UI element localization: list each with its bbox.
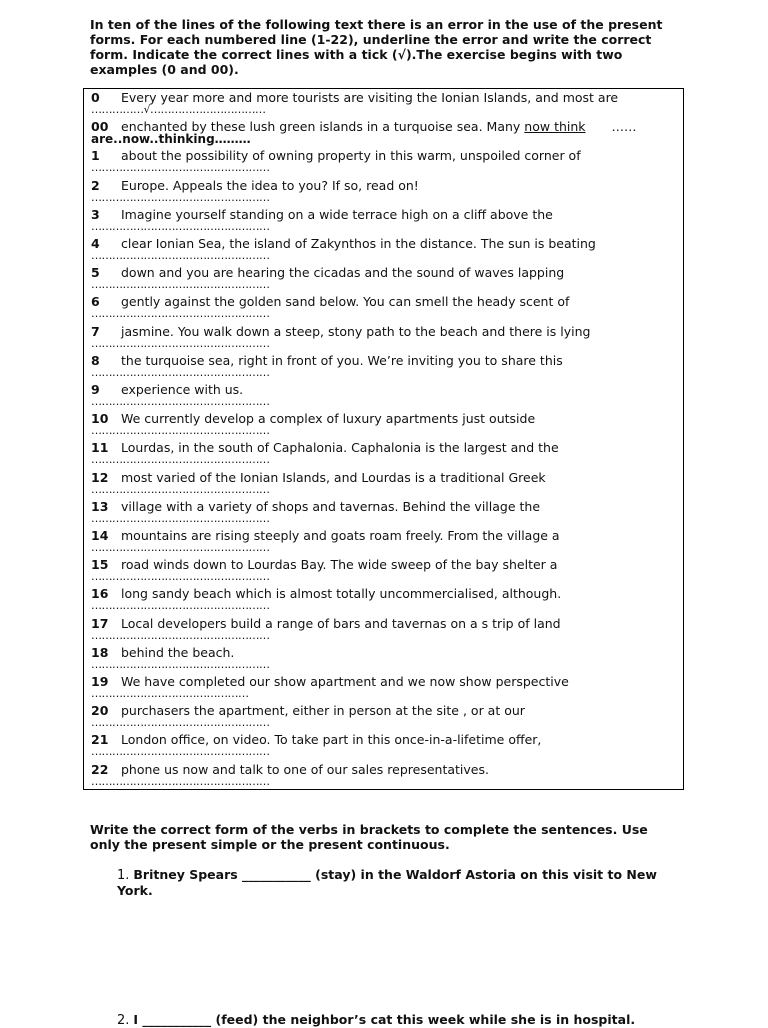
line-number: 0: [91, 90, 100, 105]
line-number: 19: [91, 674, 109, 689]
answer-line: ……………………………………………: [91, 570, 270, 584]
line-number: 9: [91, 382, 100, 397]
text-line: [91, 558, 677, 587]
line-sentence: Lourdas, in the south of Caphalonia. Caphalonia is the largest and the: [121, 440, 559, 456]
text-line: [91, 441, 677, 470]
line-sentence: gently against the golden sand below. You can smell the heady scent of: [121, 294, 570, 310]
line-number: 16: [91, 586, 109, 602]
line-sentence: down and you are hearing the cicadas and the sound of waves lapping: [121, 265, 565, 281]
question-number: 2.: [117, 1013, 130, 1028]
answer-line: ………………………………………: [91, 687, 249, 700]
text-line: [91, 617, 677, 646]
text-line: [91, 733, 677, 762]
line-sentence: village with a variety of shops and tavernas. Behind the village the: [121, 498, 541, 514]
line-number: 10: [91, 411, 109, 427]
line-number: 15: [91, 557, 109, 573]
answer-line: ……………………………………………: [91, 190, 270, 204]
line-sentence: about the possibility of owning property in this warm, unspoiled corner of: [121, 148, 581, 164]
text-line: [91, 237, 677, 266]
question-1: [117, 867, 677, 898]
answer-line: ……………………………………………: [91, 336, 270, 350]
answer-line: ……………………………………………: [91, 599, 270, 613]
answer-line: ……………………………………………: [91, 219, 270, 233]
text-line: [91, 500, 677, 529]
answer-line: [91, 133, 251, 146]
answer-line: ……………………………………………: [91, 424, 270, 438]
line-number: 3: [91, 206, 100, 222]
answer-line: ……………………………………………: [91, 511, 270, 525]
line-number: 7: [91, 323, 100, 339]
text-line: [91, 120, 677, 149]
answer-line: ……………………………………………: [91, 365, 270, 379]
answer-line: ……………………………………………: [91, 307, 270, 321]
line-number: 22: [91, 761, 109, 777]
line-number: 18: [91, 644, 109, 660]
text-line: [91, 208, 677, 237]
trailing-dots: ……: [607, 119, 637, 135]
line-sentence: Europe. Appeals the idea to you? If so, read on!: [121, 177, 419, 193]
text-line: [91, 354, 677, 383]
line-number: 5: [91, 265, 100, 281]
question-number: 1.: [117, 868, 130, 883]
answer-line: ……………………………………………: [91, 628, 270, 642]
line-sentence: Local developers build a range of bars and tavernas on a s trip of land: [121, 615, 561, 631]
answer-line: ……………………………………………: [91, 541, 270, 554]
line-sentence: Imagine yourself standing on a wide terrace high on a cliff above the: [121, 206, 553, 222]
answer-line: ……………………………………………: [91, 278, 270, 292]
text-line: [91, 149, 677, 178]
answer-line: ……………………………………………: [91, 657, 270, 671]
answer-line: ……………………………………………: [91, 774, 270, 788]
text-line: [91, 587, 677, 616]
line-sentence: purchasers the apartment, either in person at the site , or at our: [121, 703, 525, 719]
line-number: 2: [91, 177, 100, 193]
question-text: I ___________ (feed) the neighbor’s cat this week while she is in hospital.: [133, 1012, 636, 1027]
exercise-instructions: In ten of the lines of the following text there is an error in the use of the present forms. For each numbered line (1-22), underline the error and write the correct form. Indicate the correct lines with a tick (√).The exercise begins with two examples (0 and 00).: [90, 17, 663, 77]
line-number: 4: [91, 236, 100, 251]
line-number: 20: [91, 703, 109, 719]
example-answer: are..now..thinking………: [91, 132, 251, 147]
text-line: [91, 529, 677, 558]
text-line: [91, 295, 677, 324]
line-number: 11: [91, 440, 109, 456]
answer-line: ……………………………………………: [91, 453, 270, 467]
line-number: 12: [91, 469, 109, 485]
answer-line: ……………√……………………………: [91, 103, 266, 116]
line-sentence: most varied of the Ionian Islands, and Lourdas is a traditional Greek: [121, 469, 546, 485]
text-line: [91, 325, 677, 354]
line-sentence: Every year more and more tourists are visiting the Ionian Islands, and most are: [121, 90, 619, 105]
line-sentence: experience with us.: [121, 382, 244, 397]
question-2: [117, 1012, 677, 1028]
line-sentence: We currently develop a complex of luxury apartments just outside: [121, 411, 536, 427]
answer-line: ……………………………………………: [91, 482, 270, 496]
text-box: [83, 88, 684, 790]
answer-line: ……………………………………………: [91, 161, 270, 175]
text-line: [91, 704, 677, 733]
line-number: 21: [91, 732, 109, 748]
line-number: 6: [91, 294, 100, 310]
text-line: [91, 646, 677, 675]
text-line: [91, 471, 677, 500]
section2-instructions: Write the correct form of the verbs in brackets to complete the sentences. Use only the present simple or the present continuous.: [90, 822, 648, 852]
line-sentence: phone us now and talk to one of our sales representatives.: [121, 761, 489, 777]
text-line: [91, 91, 677, 120]
text-line: [91, 412, 677, 441]
underlined-error: now think: [524, 119, 586, 135]
line-sentence: clear Ionian Sea, the island of Zakynthos in the distance. The sun is beating: [121, 236, 596, 251]
line-sentence: long sandy beach which is almost totally uncommercialised, although.: [121, 586, 562, 602]
answer-line: ……………………………………………: [91, 395, 270, 408]
line-sentence: behind the beach.: [121, 644, 235, 660]
line-sentence: We have completed our show apartment and we now show perspective: [121, 674, 569, 689]
text-line: [91, 675, 677, 704]
line-sentence: jasmine. You walk down a steep, stony path to the beach and there is lying: [121, 323, 591, 339]
text-line: [91, 383, 677, 412]
line-number: 13: [91, 498, 109, 514]
answer-line: ……………………………………………: [91, 249, 270, 262]
line-sentence: mountains are rising steeply and goats roam freely. From the village a: [121, 528, 560, 543]
line-sentence: the turquoise sea, right in front of you. We’re inviting you to share this: [121, 352, 563, 368]
line-sentence: London office, on video. To take part in this once-in-a-lifetime offer,: [121, 732, 542, 748]
line-number: 8: [91, 352, 100, 368]
line-number: 14: [91, 528, 109, 543]
text-line: [91, 763, 677, 792]
answer-line: ……………………………………………: [91, 716, 270, 730]
text-line: [91, 266, 677, 295]
line-number: 17: [91, 615, 109, 631]
text-line: [91, 179, 677, 208]
line-sentence: enchanted by these lush green islands in a turquoise sea. Many: [121, 119, 521, 135]
line-number: 00: [91, 119, 109, 135]
line-sentence: road winds down to Lourdas Bay. The wide sweep of the bay shelter a: [121, 557, 558, 573]
answer-line: ……………………………………………: [91, 745, 270, 759]
question-text: Britney Spears ___________ (stay) in the Waldorf Astoria on this visit to New York.: [117, 867, 657, 898]
line-number: 1: [91, 148, 100, 164]
